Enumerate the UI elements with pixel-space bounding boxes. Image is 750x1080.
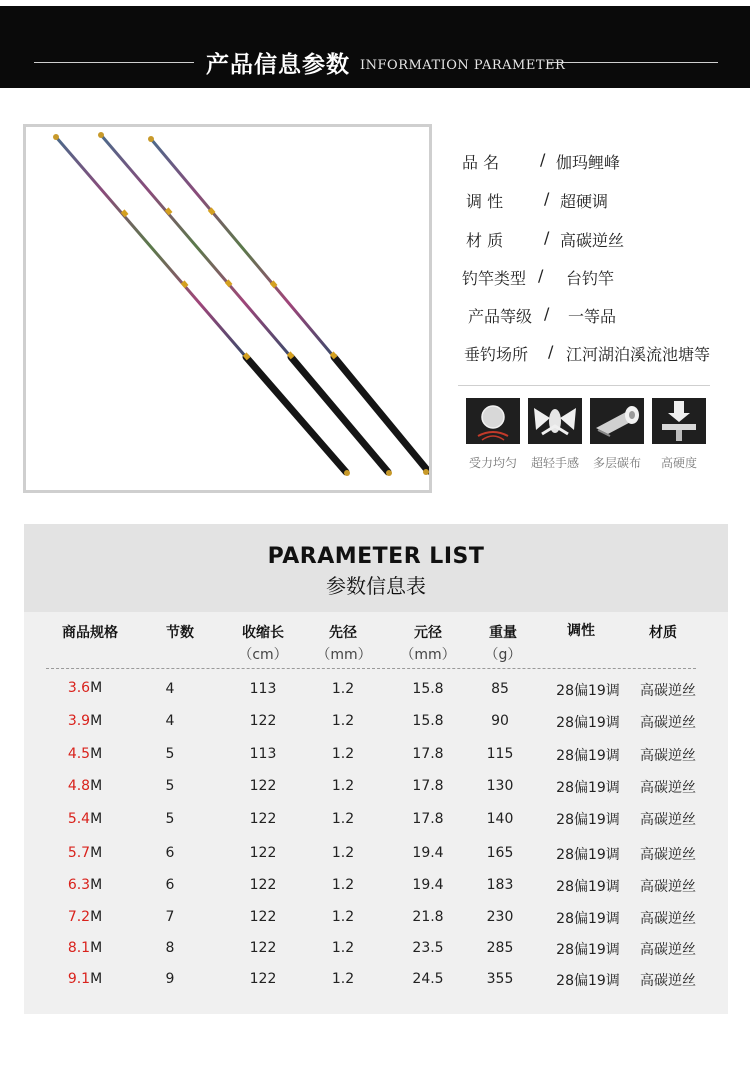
spec-length: 3.9 [67, 713, 91, 729]
cell-tip: 1.2 [331, 746, 355, 762]
cell-sections: 6 [165, 877, 175, 893]
spec-unit: M [90, 940, 103, 956]
info-key: 材 质 [466, 231, 504, 250]
cell-material: 高碳逆丝 [640, 812, 696, 828]
table-row [50, 845, 120, 861]
cell-tip: 1.2 [331, 713, 355, 729]
cell-length: 113 [249, 681, 277, 697]
cell-butt: 17.8 [412, 746, 444, 762]
col-header-weight: 重量 [489, 625, 517, 641]
cell-action: 28偏19调 [556, 973, 620, 989]
table-row [50, 811, 120, 827]
cell-weight: 230 [486, 909, 514, 925]
spec-unit: M [90, 778, 103, 794]
spec-length: 4.5 [67, 746, 91, 762]
cell-butt: 24.5 [412, 971, 444, 987]
cell-butt: 19.4 [412, 877, 444, 893]
cell-weight: 140 [486, 811, 514, 827]
cell-length: 113 [249, 746, 277, 762]
spec-length: 6.3 [67, 877, 91, 893]
cell-length: 122 [249, 811, 277, 827]
info-separator: / [544, 304, 550, 323]
cell-material: 高碳逆丝 [640, 847, 696, 863]
cell-tip: 1.2 [331, 940, 355, 956]
cell-sections: 8 [165, 940, 175, 956]
cell-tip: 1.2 [331, 778, 355, 794]
cell-action: 28偏19调 [556, 715, 620, 731]
page-header [0, 0, 750, 90]
info-separator: / [538, 266, 544, 285]
cell-weight: 85 [491, 681, 509, 697]
cell-weight: 183 [486, 877, 514, 893]
spec-unit: M [90, 680, 103, 696]
info-key: 垂钓场所 [464, 345, 529, 364]
spec-unit: M [90, 746, 103, 762]
cell-sections: 4 [165, 713, 175, 729]
high-hardness-icon [652, 398, 706, 444]
cell-sections: 5 [165, 746, 175, 762]
ultralight-feel-icon [528, 398, 582, 444]
spec-unit: M [90, 713, 103, 729]
cell-action: 28偏19调 [556, 942, 620, 958]
rod-1 [53, 134, 350, 476]
feature-force-even [466, 398, 520, 470]
cell-action: 28偏19调 [556, 879, 620, 895]
header-title-en: INFORMATION PARAMETER [360, 58, 566, 73]
cell-material: 高碳逆丝 [640, 911, 696, 927]
spec-length: 9.1 [67, 971, 91, 987]
info-separator: / [544, 189, 550, 208]
cell-sections: 6 [165, 845, 175, 861]
cell-material: 高碳逆丝 [640, 683, 696, 699]
header-title-cn: 产品信息参数 [206, 52, 350, 78]
rod-3 [148, 136, 429, 475]
info-divider [458, 385, 710, 386]
info-value: 江河湖泊溪流池塘等 [566, 345, 711, 364]
cell-sections: 5 [165, 811, 175, 827]
spec-unit: M [90, 811, 103, 827]
cell-butt: 17.8 [412, 811, 444, 827]
cell-material: 高碳逆丝 [640, 879, 696, 895]
cell-material: 高碳逆丝 [640, 942, 696, 958]
cell-tip: 1.2 [331, 909, 355, 925]
cell-weight: 90 [491, 713, 509, 729]
product-photo [23, 124, 432, 493]
info-separator: / [548, 342, 554, 361]
cell-tip: 1.2 [331, 811, 355, 827]
cell-sections: 4 [165, 681, 175, 697]
col-header-material: 材质 [649, 625, 677, 641]
cell-action: 28偏19调 [556, 911, 620, 927]
cell-tip: 1.2 [331, 681, 355, 697]
feature-label: 多层碳布 [592, 456, 641, 470]
cell-action: 28偏19调 [556, 780, 620, 796]
fishing-rods-photo [26, 127, 429, 490]
spec-length: 8.1 [67, 940, 91, 956]
multilayer-carbon-icon [590, 398, 644, 444]
spec-length: 7.2 [67, 909, 91, 925]
cell-material: 高碳逆丝 [640, 780, 696, 796]
col-unit-butt: （mm） [400, 647, 456, 663]
info-value: 台钓竿 [566, 269, 615, 288]
cell-sections: 9 [165, 971, 175, 987]
cell-tip: 1.2 [331, 877, 355, 893]
cell-sections: 7 [165, 909, 175, 925]
info-separator: / [540, 150, 546, 169]
spec-length: 3.6 [67, 680, 91, 696]
table-title-cn: 参数信息表 [326, 574, 426, 598]
spec-unit: M [90, 845, 103, 861]
cell-butt: 19.4 [412, 845, 444, 861]
header-band [0, 6, 750, 88]
spec-length: 5.4 [67, 811, 91, 827]
feature-multilayer [590, 398, 644, 470]
table-row [50, 713, 120, 729]
info-separator: / [544, 228, 550, 247]
cell-sections: 5 [165, 778, 175, 794]
cell-length: 122 [249, 971, 277, 987]
cell-material: 高碳逆丝 [640, 715, 696, 731]
cell-weight: 285 [486, 940, 514, 956]
cell-weight: 355 [486, 971, 514, 987]
cell-length: 122 [249, 713, 277, 729]
cell-length: 122 [249, 877, 277, 893]
spec-length: 4.8 [67, 778, 91, 794]
cell-weight: 115 [486, 746, 514, 762]
feature-label: 受力均匀 [468, 456, 517, 470]
force-even-icon [466, 398, 520, 444]
table-row [50, 778, 120, 794]
table-row [50, 877, 120, 893]
spec-unit: M [90, 971, 103, 987]
cell-material: 高碳逆丝 [640, 973, 696, 989]
table-row [50, 680, 120, 696]
feature-label: 高硬度 [660, 456, 697, 470]
cell-butt: 21.8 [412, 909, 444, 925]
cell-tip: 1.2 [331, 845, 355, 861]
info-key: 品 名 [462, 153, 500, 172]
cell-weight: 165 [486, 845, 514, 861]
spec-unit: M [90, 877, 103, 893]
info-value: 伽玛鲤峰 [556, 153, 621, 172]
rod-2 [98, 132, 392, 476]
col-header-spec: 商品规格 [62, 625, 118, 641]
header-rule-left [34, 62, 194, 63]
cell-length: 122 [249, 940, 277, 956]
cell-action: 28偏19调 [556, 812, 620, 828]
table-row [50, 940, 120, 956]
col-header-butt: 元径 [414, 625, 442, 641]
spec-length: 5.7 [67, 845, 91, 861]
cell-length: 122 [249, 778, 277, 794]
info-key: 产品等级 [468, 307, 533, 326]
cell-length: 122 [249, 909, 277, 925]
table-title-en: PARAMETER LIST [267, 544, 485, 569]
cell-length: 122 [249, 845, 277, 861]
cell-butt: 23.5 [412, 940, 444, 956]
col-header-tip: 先径 [329, 625, 357, 641]
col-header-length: 收缩长 [242, 625, 284, 641]
feature-ultralight [528, 398, 582, 470]
cell-tip: 1.2 [331, 971, 355, 987]
spec-unit: M [90, 909, 103, 925]
cell-action: 28偏19调 [556, 847, 620, 863]
col-header-action: 调性 [567, 623, 595, 639]
col-header-sections: 节数 [166, 625, 194, 641]
header-divider [46, 668, 696, 669]
col-unit-length: （cm） [238, 647, 288, 663]
info-key: 调 性 [466, 192, 504, 211]
info-value: 一等品 [568, 307, 617, 326]
feature-label: 超轻手感 [530, 456, 579, 470]
table-row [50, 746, 120, 762]
cell-butt: 15.8 [412, 681, 444, 697]
cell-butt: 15.8 [412, 713, 444, 729]
cell-action: 28偏19调 [556, 748, 620, 764]
table-row [50, 971, 120, 987]
info-key: 钓竿类型 [462, 269, 527, 288]
cell-action: 28偏19调 [556, 683, 620, 699]
info-value: 高碳逆丝 [560, 231, 625, 250]
col-unit-weight: （g） [484, 647, 522, 663]
feature-hardness [652, 398, 706, 470]
cell-weight: 130 [486, 778, 514, 794]
table-row [50, 909, 120, 925]
info-value: 超硬调 [560, 192, 609, 211]
col-unit-tip: （mm） [316, 647, 372, 663]
cell-material: 高碳逆丝 [640, 748, 696, 764]
header-rule-right [548, 62, 718, 63]
cell-butt: 17.8 [412, 778, 444, 794]
